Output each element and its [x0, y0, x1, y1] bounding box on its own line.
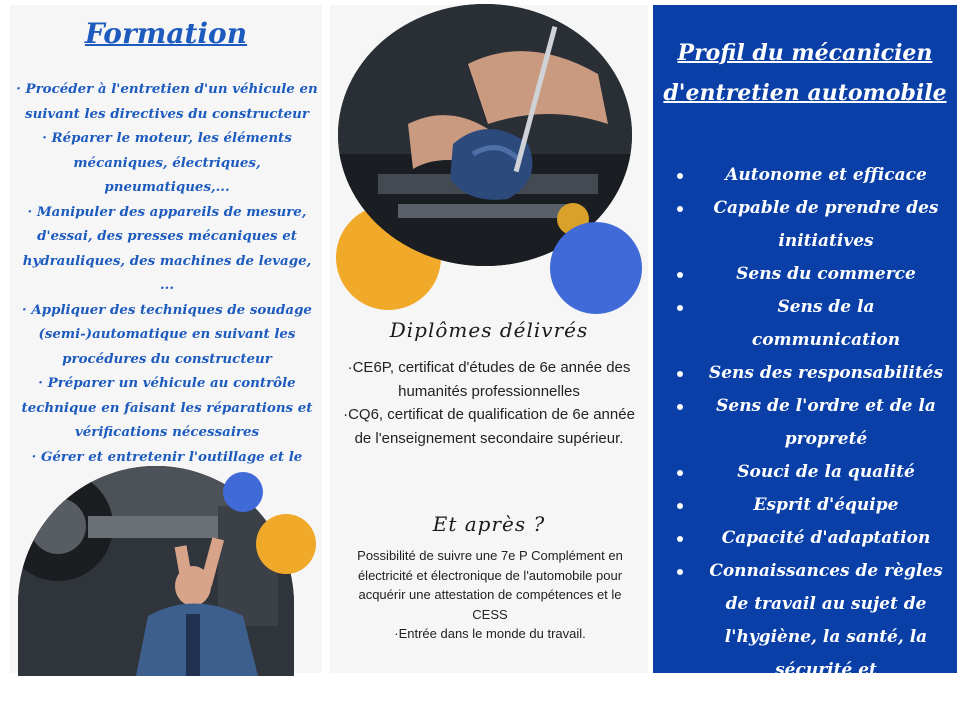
- formation-title: Formation: [84, 17, 248, 50]
- profil-title-line: d'entretien automobile: [663, 80, 947, 106]
- profil-list: [671, 159, 951, 720]
- formation-item: · Procéder à l'entretien d'un véhicule en suivant les directives du constructeur: [16, 81, 318, 122]
- formation-item: · Appliquer des techniques de soudage (semi-)automatique en suivant les procédures du constructeur: [22, 301, 312, 367]
- profil-title-line: Profil du mécanicien: [677, 40, 933, 66]
- formation-item: · Gérer et entretenir l'outillage et le: [31, 448, 303, 465]
- diplome-item: ·CQ6, certificat de qualification de 6e année de l'enseignement secondaire supérieur.: [343, 406, 635, 447]
- apres-heading: Et après ?: [432, 512, 546, 536]
- blue-decor-circle: [550, 222, 642, 314]
- apres-item: ·Entrée dans le monde du travail.: [394, 626, 586, 642]
- formation-list: [14, 77, 320, 494]
- profil-item: Esprit d'équipe: [671, 489, 951, 522]
- diplomes-list: [336, 356, 642, 450]
- profil-item: Sens de la communication: [671, 291, 951, 357]
- profil-title: [653, 33, 957, 113]
- formation-item: · Manipuler des appareils de mesure, d'essai, des presses mécaniques et hydrauliques, des machines de levage, ...: [22, 203, 312, 293]
- orange-small-decor-circle: [256, 514, 316, 574]
- profil-item: Capacité d'adaptation: [671, 522, 951, 555]
- formation-item: · Préparer un véhicule au contrôle technique en faisant les réparations et vérifications nécessaires: [21, 375, 313, 440]
- profil-panel: [653, 5, 957, 713]
- profil-item: Capable de prendre des initiatives: [671, 192, 951, 258]
- apres-item: Possibilité de suivre une 7e P Complément en électricité et électronique de l'automobile pour acquérir une attestation de compétences et le CESS: [357, 548, 623, 622]
- diplome-item: ·CE6P, certificat d'études de 6e année des humanités professionnelles: [347, 359, 631, 400]
- profil-item: Connaissances de règles de travail au sujet de l'hygiène, la santé, la sécurité et l'environnement: [671, 555, 951, 720]
- apres-list: [340, 546, 640, 644]
- formation-item: · Réparer le moteur, les éléments mécaniques, électriques, pneumatiques,...: [42, 130, 292, 195]
- profil-item: Sens des responsabilités: [671, 357, 951, 390]
- profil-item: Sens de l'ordre et de la propreté: [671, 390, 951, 456]
- diplomes-heading: Diplômes délivrés: [389, 318, 589, 342]
- profil-item: Souci de la qualité: [671, 456, 951, 489]
- profil-item: Autonome et efficace: [671, 159, 951, 192]
- profil-item: Sens du commerce: [671, 258, 951, 291]
- blue-small-decor-circle: [223, 472, 263, 512]
